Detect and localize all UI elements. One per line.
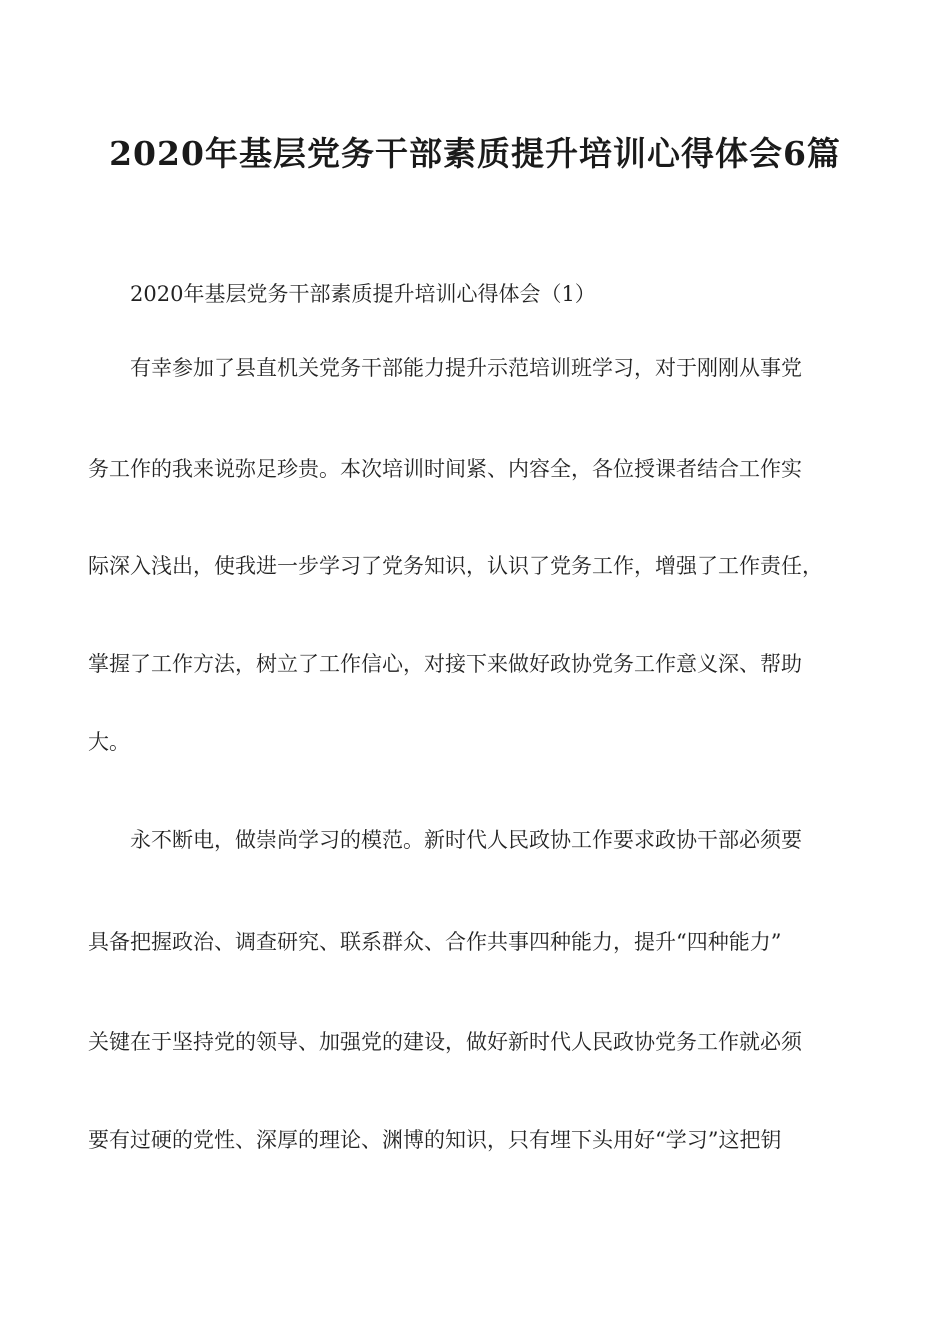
paragraph-line: 要有过硬的党性、深厚的理论、渊博的知识，只有埋下头用好“学习”这把钥 <box>88 1128 782 1152</box>
paragraph-line: 际深入浅出，使我进一步学习了党务知识，认识了党务工作，增强了工作责任， <box>88 554 823 578</box>
paragraph-line: 具备把握政治、调查研究、联系群众、合作共事四种能力，提升“四种能力” <box>88 930 782 954</box>
paragraph-line: 有幸参加了县直机关党务干部能力提升示范培训班学习，对于刚刚从事党 <box>130 356 802 380</box>
paragraph-line: 掌握了工作方法，树立了工作信心，对接下来做好政协党务工作意义深、帮助 <box>88 652 802 676</box>
paragraph-line: 永不断电，做崇尚学习的模范。新时代人民政协工作要求政协干部必须要 <box>130 828 802 852</box>
document-title: 2020年基层党务干部素质提升培训心得体会6篇 <box>109 134 841 173</box>
section-subtitle: 2020年基层党务干部素质提升培训心得体会（1） <box>130 282 596 306</box>
paragraph-line: 关键在于坚持党的领导、加强党的建设，做好新时代人民政协党务工作就必须 <box>88 1030 802 1054</box>
paragraph-line: 务工作的我来说弥足珍贵。本次培训时间紧、内容全，各位授课者结合工作实 <box>88 457 802 481</box>
paragraph-line: 大。 <box>88 730 130 754</box>
